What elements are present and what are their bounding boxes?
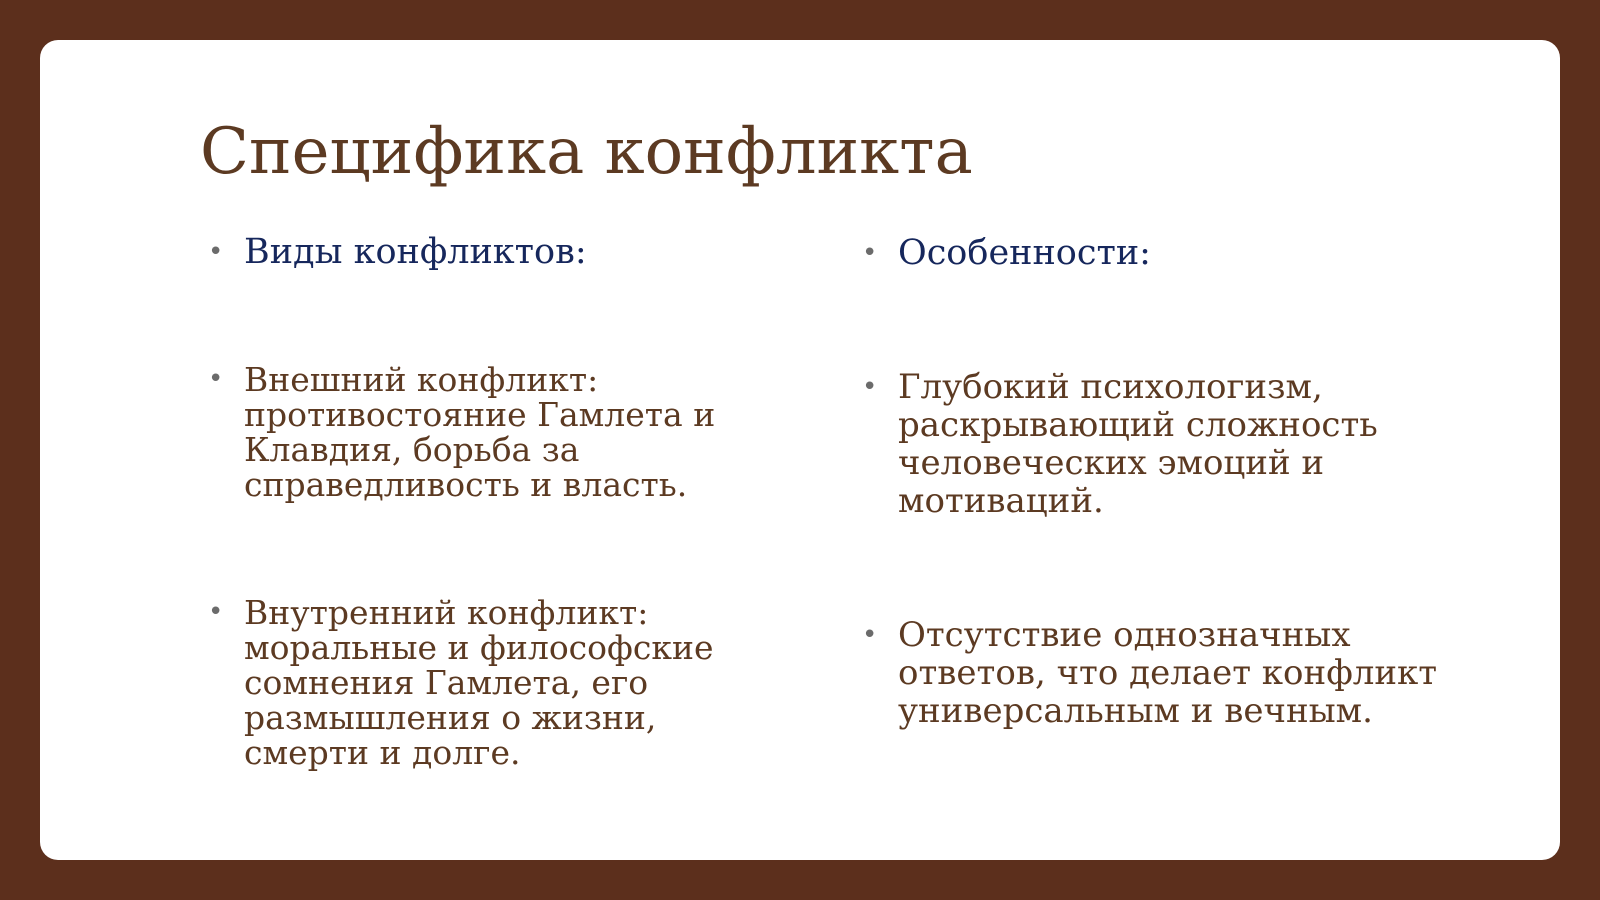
left-column-heading: Виды конфликтов:	[244, 232, 587, 272]
slide-card	[40, 40, 1560, 860]
bullet-dot-icon: •	[208, 364, 224, 394]
right-bullet-text: Глубокий психологизм, раскрывающий сложность человеческих эмоций и мотиваций.	[898, 367, 1378, 521]
left-bullet-text: Внешний конфликт: противостояние Гамлета и Клавдия, борьба за справедливость и власть.	[244, 360, 716, 504]
bullet-dot-icon: •	[862, 372, 878, 402]
left-heading-bullet	[208, 232, 768, 272]
left-bullet-text: Внутренний конфликт: моральные и философские сомнения Гамлета, его размышления о жизни, смерти и долге.	[244, 593, 714, 772]
right-bullet-item	[862, 616, 1462, 730]
bullet-dot-icon: •	[208, 597, 224, 627]
right-bullet-text: Отсутствие однозначных ответов, что делает конфликт универсальным и вечным.	[898, 615, 1438, 731]
right-column-heading: Особенности:	[898, 233, 1151, 273]
right-bullet-item	[862, 368, 1462, 520]
left-bullet-item	[208, 362, 768, 502]
right-heading-bullet	[862, 233, 1462, 273]
bullet-dot-icon: •	[208, 237, 224, 267]
bullet-dot-icon: •	[862, 238, 878, 268]
slide-title: Специфика конфликта	[200, 115, 973, 189]
left-bullet-item	[208, 595, 768, 770]
bullet-dot-icon: •	[862, 620, 878, 650]
